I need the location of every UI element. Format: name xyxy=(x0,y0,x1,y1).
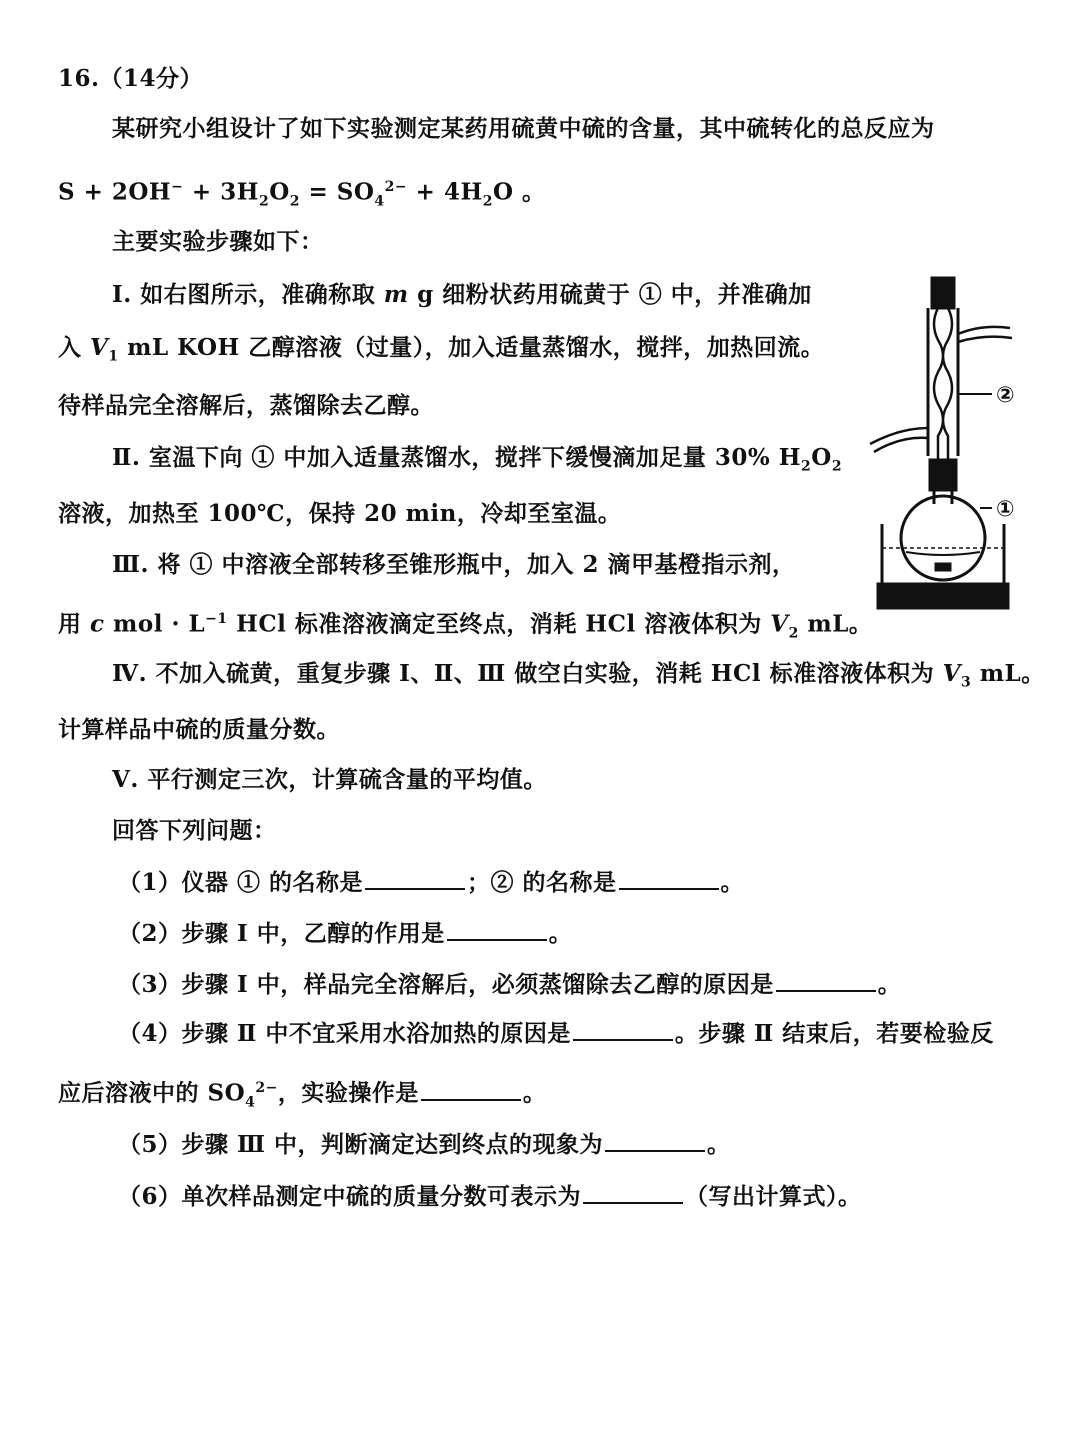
answer-blank-1a[interactable] xyxy=(365,866,465,890)
step-4-line-1: Ⅳ. 不加入硫黄，重复步骤 Ⅰ、Ⅱ、Ⅲ 做空白实验，消耗 HCl 标准溶液体积为 $V_3$ mL。 xyxy=(112,660,1045,691)
steps-heading: 主要实验步骤如下： xyxy=(112,228,324,255)
question-2: （2）步骤 Ⅰ 中，乙醇的作用是 。 xyxy=(118,917,572,949)
step-1-line-1: Ⅰ. 如右图所示，准确称取 m g 细粉状药用硫黄于 ① 中，并准确加 xyxy=(112,281,812,308)
step-5: Ⅴ. 平行测定三次，计算硫含量的平均值。 xyxy=(112,766,547,793)
step-1-line-2: 入 $V_1$ mL KOH 乙醇溶液（过量），加入适量蒸馏水，搅拌，加热回流。 xyxy=(58,334,825,365)
question-number: 16.（14分） xyxy=(58,65,204,92)
water-outlet xyxy=(958,327,1012,342)
question-4-line-2: 应后溶液中的 $SO_4^{2-}$，实验操作是 。 xyxy=(58,1073,546,1117)
answer-blank-5[interactable] xyxy=(605,1128,705,1152)
question-3: （3）步骤 Ⅰ 中，样品完全溶解后，必须蒸馏除去乙醇的原因是 。 xyxy=(118,968,901,1000)
intro-text: 某研究小组设计了如下实验测定某药用硫黄中硫的含量，其中硫转化的总反应为 xyxy=(112,115,935,142)
reaction-equation: $S + 2OH^- + 3H_2O_2 = SO_4^{2-} + 4H_2O$ 。 xyxy=(58,178,546,210)
step-3-line-1: Ⅲ. 将 ① 中溶液全部转移至锥形瓶中，加入 2 滴甲基橙指示剂， xyxy=(112,551,796,578)
glass-joint xyxy=(930,460,956,490)
condenser-jacket xyxy=(928,308,958,456)
water-inlet xyxy=(870,428,928,452)
figure-label-2: ② xyxy=(996,383,1015,408)
reflux-apparatus-figure xyxy=(862,276,1032,612)
condenser-inner-tube xyxy=(934,308,952,464)
answer-blank-4a[interactable] xyxy=(573,1017,673,1041)
hot-plate xyxy=(878,584,1008,608)
step-1-line-3: 待样品完全溶解后，蒸馏除去乙醇。 xyxy=(58,392,434,419)
question-4-line-1: （4）步骤 Ⅱ 中不宜采用水浴加热的原因是 。步骤 Ⅱ 结束后，若要检验反 xyxy=(118,1017,994,1049)
step-3-line-2: 用 c mol · $L^{-1}$ HCl 标准溶液滴定至终点，消耗 HCl 溶液体积为 $V_2$ mL。 xyxy=(58,610,873,642)
stir-bar xyxy=(936,564,950,570)
questions-heading: 回答下列问题： xyxy=(112,817,277,844)
answer-blank-6[interactable] xyxy=(583,1180,683,1204)
answer-blank-1b[interactable] xyxy=(619,866,719,890)
answer-blank-4b[interactable] xyxy=(421,1077,521,1101)
flask-liquid xyxy=(906,552,980,555)
answer-blank-3[interactable] xyxy=(776,968,876,992)
stopper xyxy=(932,278,954,308)
step-2-line-1: Ⅱ. 室温下向 ① 中加入适量蒸馏水，搅拌下缓慢滴加足量 30% $H_2O_2$ xyxy=(112,444,843,475)
step-4-line-2: 计算样品中硫的质量分数。 xyxy=(58,716,340,743)
question-1: （1）仪器 ① 的名称是 ；② 的名称是 。 xyxy=(118,866,744,898)
step-2-line-2: 溶液，加热至 100℃，保持 20 min，冷却至室温。 xyxy=(58,500,622,527)
answer-blank-2[interactable] xyxy=(447,917,547,941)
question-6: （6）单次样品测定中硫的质量分数可表示为 （写出计算式）。 xyxy=(118,1180,862,1212)
figure-label-1: ① xyxy=(996,497,1015,522)
question-5: （5）步骤 Ⅲ 中，判断滴定达到终点的现象为 。 xyxy=(118,1128,731,1160)
